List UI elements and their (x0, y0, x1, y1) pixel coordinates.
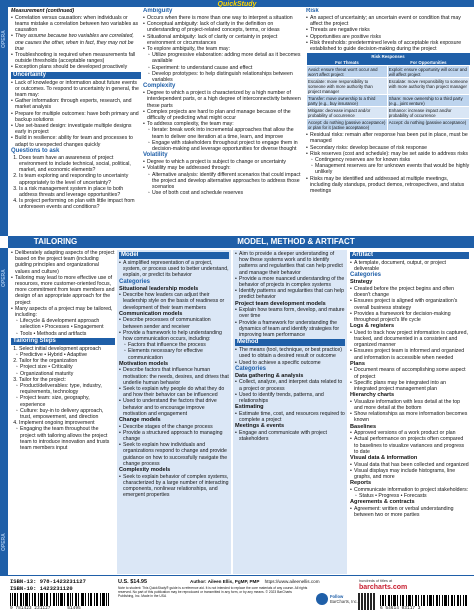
column-risk (306, 8, 470, 236)
web-label: hundreds of titles at (359, 579, 393, 583)
list-item: • Exception plans should be developed proactively (11, 64, 141, 70)
list-item: ◦ Utilize progressive elaboration: adding more detail as it becomes available (148, 52, 303, 64)
list-item: ◦ Use of both cost and schedule reserves (148, 190, 303, 196)
list-item: 1. Does team have an awareness of project environment to include technical, social, political, market, and economic elements? (19, 155, 141, 174)
website-link[interactable]: barcharts.com (359, 584, 408, 591)
list-item: 2. Is team exploring and responding to uncertainty appropriately to the level of uncertainty? (19, 173, 141, 185)
barcode-number: 9 781423 231127 (10, 606, 51, 611)
side-label: OPERA (1, 30, 7, 48)
list-item: 3. Tailor for the project: (19, 377, 115, 383)
list-item: • Degree to which a project is characterized by a high number of interdependent parts, or a high degree of interconnectivity between these parts (143, 90, 303, 109)
footer (0, 575, 474, 612)
list-item: ◦ Engaging the team throughout the project with tailoring allows the project team to introduce innovation and trusts team members input (16, 426, 115, 451)
list-item: ◦ Product/deliverables: type, industry, requirements, technology (16, 383, 115, 395)
list-item: ◦ Tools • Methods and artifacts (16, 331, 115, 337)
list-item: • Show relationships as more information becomes known (350, 411, 469, 423)
table-cell: Accept: do nothing (passive acceptance) (387, 119, 469, 131)
list-item: • Collect, analyze, and interpret data related to a project or process (235, 379, 345, 391)
ambiguity-heading: Ambiguity (143, 8, 173, 14)
list-item: • Communicate information to project stakeholders: (350, 487, 469, 493)
fine-print: Note to student: This QuickStudy® guide is a reference aid. It is not intended to replace the core materials of any course. All rights reserved. No part of this publication may be reproduced or transmitted in any form, or by any means. © 2023 BarCharts Publishing, Inc. Made in the USA (118, 586, 308, 598)
column-method (233, 250, 347, 574)
list-item: • Used to understand the factors that drive behavior and to encourage improve motivation and engagement (119, 398, 229, 417)
complexity-heading: Complexity (143, 83, 176, 90)
list-item: • Visualize information with less detail at the top and more detail at the bottom (350, 399, 469, 411)
list-item: • Agreement: written or verbal understanding between two or more parties (350, 506, 469, 518)
list-item: ◦ Alternative analysis: identify different scenarios that could impact the project and develop alternative approaches to address those scenarios (148, 172, 303, 191)
method-heading: Method (235, 339, 345, 346)
table-cell: Exploit: ensure opportunity will occur and will affect project (387, 66, 469, 78)
barcode-digits (10, 606, 81, 611)
list-item: • Engage and communicate with project stakeholders (235, 430, 345, 442)
risk-heading: Risk (306, 8, 319, 14)
questions-heading: Questions to ask (11, 147, 60, 154)
visual-data-heading: Visual data & information (350, 455, 418, 462)
section-title-tailoring: TAILORING (33, 237, 78, 246)
list-item: ◦ Develop prototypes: to help distinguish relationships between variables (148, 71, 303, 83)
uncertainty-heading: Uncertainty (11, 72, 141, 79)
list-item: ◦ Contingency reserves are for known risks (311, 157, 470, 163)
table-row (307, 78, 470, 95)
meetings-heading: Meetings & events (235, 423, 285, 430)
list-item: • Provide a structured approach to managing change (119, 430, 229, 442)
list-item: 4. Implement ongoing improvement (19, 420, 115, 426)
list-item: 3. Is a risk management system in place to both address threats and leverage opportunities? (19, 186, 141, 198)
list-item: • Build in resilience: ability for team and processes to adapt to unexpected changes quickly (11, 135, 141, 147)
model-heading: Model (119, 252, 229, 259)
list-item: • Provide a framework for understanding the dynamics of team and identify strategies for improving team performance (235, 320, 345, 339)
column-model (117, 250, 231, 574)
list-item: • Provide a more nuanced understanding of the behavior of projects in complex systems (235, 276, 345, 288)
list-item: • Volatility may be addressed through: (143, 165, 303, 171)
table-header: For Threats (307, 59, 388, 66)
list-item: • To explore ambiguity, the team may: (143, 46, 303, 52)
barcode-icon (10, 593, 110, 606)
list-item: • Opportunities are positive risks (306, 34, 470, 40)
side-label: OPERA (1, 269, 7, 287)
table-row (307, 66, 470, 78)
follow-block[interactable] (330, 594, 358, 604)
price-code: 51495 (67, 606, 81, 611)
list-item: • Risk reserves (cost and schedule): may be set aside to address risks (306, 151, 470, 157)
hierarchy-heading: Hierarchy charts (350, 392, 395, 399)
column-measurement (11, 8, 141, 236)
list-item: • Explain how teams form, develop, and mature over time (235, 307, 345, 319)
price: U.S. $14.95 (118, 579, 148, 585)
column-ambiguity (143, 8, 303, 236)
measurement-heading: Measurement (continued) (11, 8, 75, 14)
list-item: • Used to identify trends, patterns, and relationships (235, 392, 345, 404)
list-item: • Approved versions of a work product or plan (350, 430, 469, 436)
list-item: • Lack of knowledge or information about future events or outcomes. To respond to uncertainty in general, the team may: (11, 80, 141, 99)
list-item: ◦ Engage with stakeholders throughout project to engage them in decision-making and leverage opportunities for diverse thought (148, 140, 303, 152)
table-cell: Mitigate: decrease impact and/or probability of occurrence (307, 107, 388, 119)
list-item: ◦ Iterate: break work into incremental approaches that allow the team to deliver one iteration at a time, learn, and improve (148, 127, 303, 139)
data-gathering-heading: Data gathering & analysis (235, 372, 304, 379)
list-item: • Tailoring may lead to more effective use of resources, more customer-oriented focus, more commitment from team members and design of an appropriate approach for the project (11, 275, 115, 306)
section-title-model: MODEL, METHOD & ARTIFACT (237, 237, 355, 246)
list-item: • Occurs when there is more than one way to interpret a situation (143, 15, 303, 21)
volatility-heading: Volatility (143, 152, 168, 159)
table-title: Risk Responses (307, 53, 470, 59)
communication-heading: Communication models (119, 310, 183, 317)
list-item: • To address complexity, the team may: (143, 121, 303, 127)
list-item: • Identify patterns and regularities that can help predict behavior (235, 288, 345, 300)
complexity-models-heading: Complexity models (119, 467, 171, 474)
table-cell: Transfer: move ownership to a third party (e.g., buy insurance) (307, 95, 388, 107)
list-item: • Deliberately adapting aspects of the project based on the project team (including guiding principles and organizational values and culture) (11, 250, 115, 275)
list-item: • Describe factors that influence human motivation: the needs, desires, and drives that underlie human behavior (119, 367, 229, 386)
list-item: • Correlation versus causation: when individuals or teams mistake a correlation between two variables as causation (11, 15, 141, 34)
table-header: For Opportunities (387, 59, 469, 66)
list-item: • Created before the project begins and often doesn't change (350, 286, 469, 298)
list-item: • Document means of accomplishing some aspect of project (350, 367, 469, 379)
list-item: • Situational ambiguity: lack of clarity or certainty in project environment or circumstances (143, 34, 303, 46)
list-item: ◦ Organizational maturity (16, 371, 115, 377)
list-item: • Used to achieve a specific outcome (235, 360, 345, 366)
list-item: ◦ Status • Progress • Forecasts (355, 493, 469, 499)
side-label: OPERA (1, 533, 7, 551)
situational-heading: Situational leadership models (119, 285, 199, 292)
list-item: • They assume because two variables are correlated, one causes the other, when in fact, they may not be true (11, 33, 141, 52)
upc-barcode-icon (380, 595, 468, 606)
follow-label: Follow (330, 594, 344, 599)
list-item: ◦ Culture: buy-in to delivery approach, trust, empowerment, and direction (16, 408, 115, 420)
reports-heading: Reports (350, 480, 372, 487)
list-item: • Used to track how project information is captured, tracked, and documented in a consistent and organized manner (350, 330, 469, 349)
author-website[interactable]: https://www.aileenellis.com (264, 579, 320, 584)
list-item: • Complex projects are hard to plan and manage because of the difficulty of predicting what might occur (143, 109, 303, 121)
list-item: • Describe processes of communication between sender and receiver (119, 317, 229, 329)
follow-company: BarCharts, Inc. (330, 599, 358, 604)
list-item: ◦ Predictive • Hybrid • Adaptive (16, 352, 115, 358)
artifact-categories-heading: Categories (350, 272, 382, 279)
list-item: • Visual data that has been collected and organized (350, 462, 469, 468)
list-item: • Gather information: through experts, research, and market analysis (11, 98, 141, 110)
qr-code-icon[interactable] (358, 593, 375, 610)
list-item: • Provides a framework for decision-making throughout project's life cycle (350, 311, 469, 323)
logs-heading: Logs & registers (350, 323, 395, 330)
table-row (307, 95, 470, 107)
isbn-13: ISBN-13: 978-1423231127 (10, 578, 86, 585)
list-item: • An aspect of uncertainty; an uncertain event or condition that may affect the project (306, 15, 470, 27)
list-item: ◦ Factors that influence the process (124, 342, 229, 348)
list-item: • Ensures project is aligned with organization's overall business strategy (350, 298, 469, 310)
side-strip (0, 7, 8, 236)
motivation-heading: Motivation models (119, 360, 169, 367)
list-item: ◦ Lifecycle & development approach selection • Processes • Engagement (16, 318, 115, 330)
list-item: • Seek to explain how individuals and organizations respond to change and provide guidance on how to successfully navigate the change process (119, 442, 229, 467)
table-cell: Avoid: ensure threat won't occur and won't affect project (307, 66, 388, 78)
list-item: ◦ Management reserves are for unknown events that would be highly unlikely (311, 163, 470, 175)
isbn-block (10, 579, 86, 592)
table-row (307, 119, 470, 131)
isbn-10: ISBN-10: 1423231120 (10, 584, 73, 592)
list-item: • Degree to which a project is subject to change or uncertainty (143, 159, 303, 165)
list-item: • A simplified representation of a project, system, or process used to better understand, explain, or predict its behavior (119, 260, 229, 279)
artifact-heading: Artifact (350, 252, 469, 259)
list-item: • Threats are negative risks (306, 27, 470, 33)
list-item: ◦ Elements necessary for effective communication (124, 348, 229, 360)
table-cell: Escalate: move responsibility to someone with more authority than project manager (307, 78, 388, 95)
upc-digits: 6 54614 03117 3 (380, 606, 421, 611)
list-item: • Specific plans may be integrated into an integrated project management plan (350, 380, 469, 392)
table-cell: Accept: do nothing (passive acceptance) or plan for it (active acceptance) (308, 119, 386, 130)
list-item: • Residual risks: remain after response has been put in place, must be managed (306, 132, 470, 144)
list-item: • The means (tool, technique, or best practice) used to obtain a desired result or outcome (235, 347, 345, 359)
author-block (190, 579, 320, 585)
list-item: • Describe stages of the change process (119, 424, 229, 430)
list-item: • Visual displays may include histograms, line graphs, and more (350, 468, 469, 480)
plans-heading: Plans (350, 360, 365, 367)
table-cell: Escalate: move responsibility to someone with more authority than project manager (387, 78, 469, 95)
list-item: 1. Select initial development approach (19, 346, 115, 352)
author-name: Author: Aileen Ellis, PgMP, PMP (190, 579, 260, 584)
table-cell: Enhance: increase impact and/or probability of occurrence (387, 107, 469, 119)
baselines-heading: Baselines (350, 423, 377, 430)
strategy-heading: Strategy (350, 279, 373, 286)
estimating-heading: Estimating (235, 404, 264, 411)
list-item: • Describe how leaders can adjust their leadership style on the basis of readiness or development of their team members (119, 292, 229, 311)
column-tailoring (11, 250, 115, 574)
list-item: • Risk thresholds: predetermined levels of acceptable risk exposure established to guide decision-making during the project (306, 40, 470, 52)
list-item: ◦ Project size • Criticality (16, 364, 115, 370)
barcharts-logo-icon (316, 593, 328, 605)
list-item: • Provide a framework to help understanding how communication occurs, including: (119, 330, 229, 342)
list-item: • Secondary risks: develop because of risk response (306, 145, 470, 151)
list-item: • Troubleshooting is required when measurements fall outside thresholds (acceptable ranges) (11, 52, 141, 64)
table-row (307, 107, 470, 119)
list-item: • Aim to provide a deeper understanding of how these systems work and to identify patterns and regularities that can help predict and manage their behavior (235, 251, 345, 276)
list-item: 4. Is project performing on plan with little impact from unforeseen events and conditions? (19, 198, 141, 210)
list-item: • Risks may be identified and addressed at multiple meetings, including daily standups, product demos, retrospectives, and status meetings (306, 176, 470, 195)
list-item: • Actual performance on projects often compared to baselines to visualize variances and progress to date (350, 436, 469, 455)
brand-logo: QuickStudy (217, 1, 257, 8)
list-item: 2. Tailor for the organization (19, 358, 115, 364)
side-strip (0, 248, 8, 575)
table-cell: Share: move ownership to a third party (e.g., joint venture) (387, 95, 469, 107)
change-heading: Change models (119, 417, 161, 424)
list-item: • Use set-based design: investigate multiple designs early in project (11, 123, 141, 135)
team-development-heading: Project team development models (235, 300, 326, 307)
list-item: • Seek to explain behavior of complex systems, characterized by a large number of interacting components, nonlinear relationships, and emergent properties (119, 474, 229, 499)
list-item: • Ensures project team is informed and organized and information is accessible when needed (350, 348, 469, 360)
list-item: • Many aspects of a project may be tailored, including: (11, 306, 115, 318)
list-item: • A template, document, output, or project deliverable (350, 260, 469, 272)
list-item: • Conceptual ambiguity: lack of clarity in the definition on understanding of project-related concepts, terms, or ideas (143, 21, 303, 33)
list-item: ◦ Experiment: to understand cause and effect (148, 65, 303, 71)
column-artifact (349, 250, 470, 574)
categories-heading: Categories (119, 278, 151, 285)
list-item: • Prepare for multiple outcomes: have both primary and backup solutions (11, 111, 141, 123)
tailoring-steps-heading: Tailoring Steps (11, 338, 115, 345)
section-bar (8, 236, 474, 248)
risk-responses-table (306, 53, 470, 131)
method-categories-heading: Categories (235, 365, 267, 372)
list-item: ◦ Project team: size, geography, experience (16, 395, 115, 407)
list-item: • Seek to explain why people do what they do and how their behavior can be influenced (119, 386, 229, 398)
list-item: • Estimate time, cost, and resources required to complete a project (235, 411, 345, 423)
agreements-heading: Agreements & contracts (350, 499, 415, 506)
